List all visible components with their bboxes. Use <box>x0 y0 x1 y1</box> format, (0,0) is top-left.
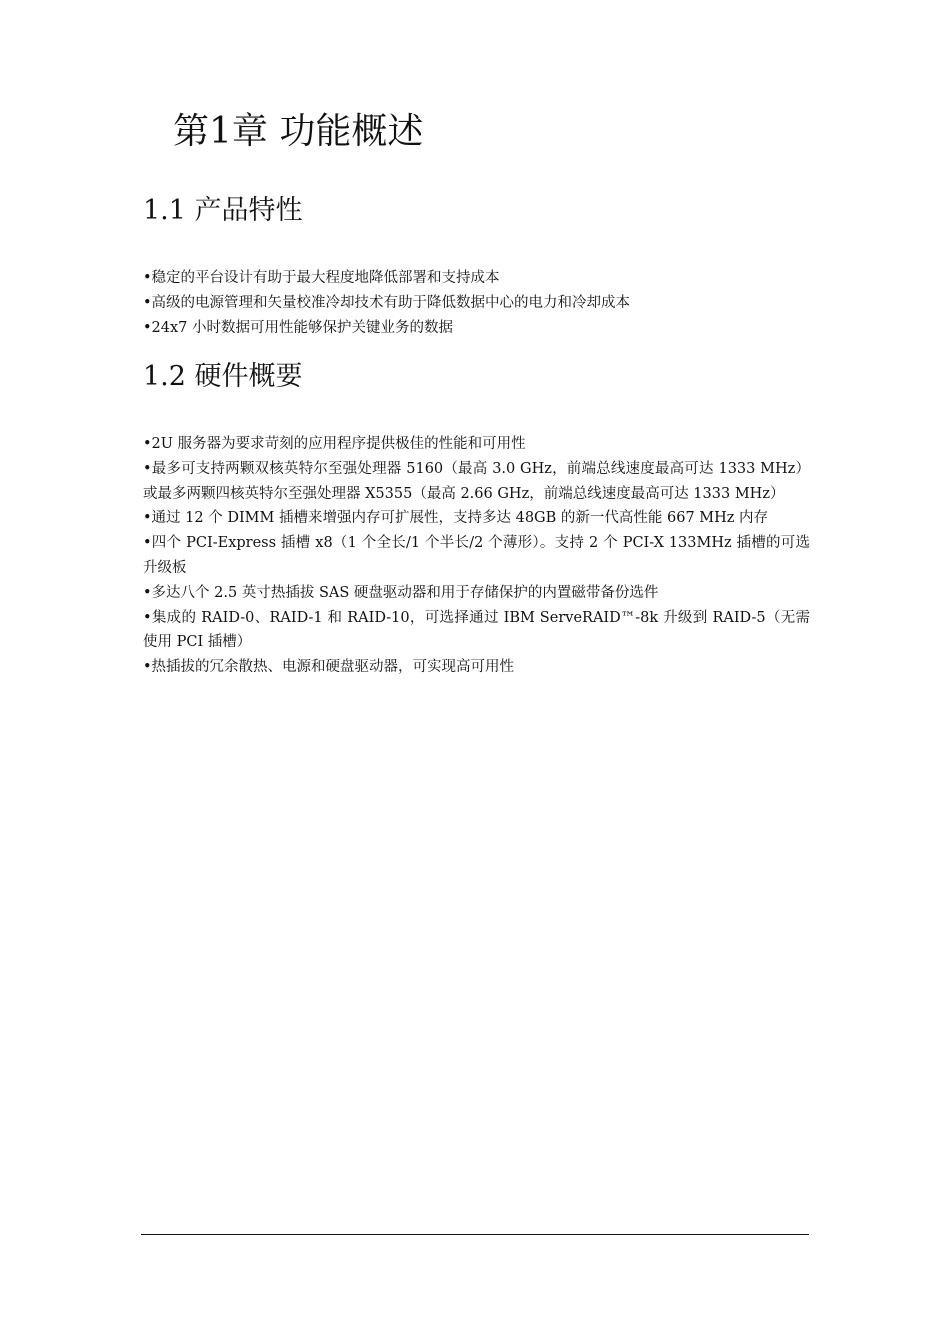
section-title-product-features: 1.1 产品特性 <box>143 195 303 226</box>
chapter-title: 第1章 功能概述 <box>173 111 424 152</box>
list-item: •24x7 小时数据可用性能够保护关键业务的数据 <box>143 319 454 336</box>
list-item: •多达八个 2.5 英寸热插拔 SAS 硬盘驱动器和用于存储保护的内置磁带备份选件 <box>143 584 659 601</box>
hardware-summary-list <box>143 432 810 680</box>
list-item: •集成的 RAID-0、RAID-1 和 RAID-10，可选择通过 IBM ServeRAID™-8k 升级到 RAID-5（无需使用 PCI 插槽） <box>143 609 810 651</box>
list-item: •最多可支持两颗双核英特尔至强处理器 5160（最高 3.0 GHz，前端总线速度最高可达 1333 MHz）或最多两颗四核英特尔至强处理器 X5355（最高 2.66 GHz，前端总线速度最高可达 1333 MHz） <box>143 460 810 502</box>
product-features-list <box>143 266 810 340</box>
list-item: •高级的电源管理和矢量校准冷却技术有助于降低数据中心的电力和冷却成本 <box>143 294 631 311</box>
list-item: •稳定的平台设计有助于最大程度地降低部署和支持成本 <box>143 270 500 286</box>
list-item: •通过 12 个 DIMM 插槽来增强内存可扩展性，支持多达 48GB 的新一代高性能 667 MHz 内存 <box>143 510 769 527</box>
list-item: •热插拔的冗余散热、电源和硬盘驱动器，可实现高可用性 <box>143 659 515 676</box>
list-item: •四个 PCI-Express 插槽 x8（1 个全长/1 个半长/2 个薄形）。支持 2 个 PCI-X 133MHz 插槽的可选升级板 <box>143 535 810 576</box>
list-item: •2U 服务器为要求苛刻的应用程序提供极佳的性能和可用性 <box>143 436 526 452</box>
section-title-hardware-summary: 1.2 硬件概要 <box>143 361 303 392</box>
footer-divider <box>141 1234 809 1235</box>
